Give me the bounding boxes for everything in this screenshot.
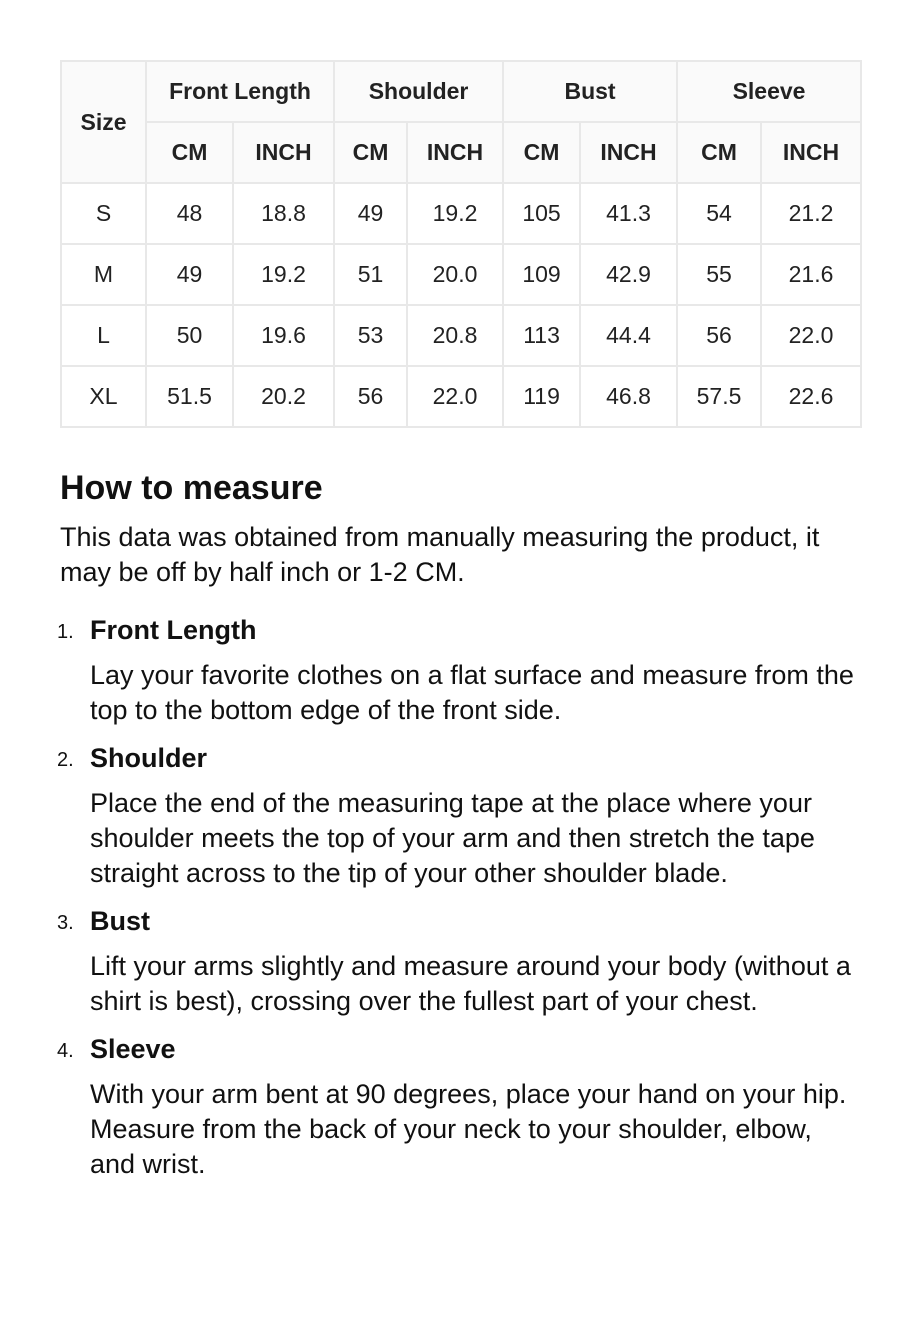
table-cell: 20.0 bbox=[407, 244, 503, 305]
table-cell: 50 bbox=[146, 305, 233, 366]
table-body bbox=[61, 183, 861, 427]
size-guide bbox=[57, 60, 860, 1194]
unit-header: INCH bbox=[407, 122, 503, 183]
table-header bbox=[61, 61, 861, 183]
table-row bbox=[61, 244, 861, 305]
step-number: 2. bbox=[57, 749, 74, 771]
size-cell: S bbox=[61, 183, 146, 244]
table-cell: 48 bbox=[146, 183, 233, 244]
table-cell: 22.6 bbox=[761, 366, 861, 427]
size-table bbox=[60, 60, 862, 428]
measure-steps bbox=[57, 612, 860, 1182]
size-cell: M bbox=[61, 244, 146, 305]
group-header-row bbox=[61, 61, 861, 122]
table-row bbox=[61, 305, 861, 366]
table-cell: 56 bbox=[677, 305, 761, 366]
group-header-sleeve: Sleeve bbox=[677, 61, 861, 122]
size-cell: XL bbox=[61, 366, 146, 427]
table-cell: 19.6 bbox=[233, 305, 334, 366]
table-cell: 119 bbox=[503, 366, 580, 427]
step-number: 4. bbox=[57, 1040, 74, 1062]
step-title: Bust bbox=[90, 906, 150, 936]
unit-header: INCH bbox=[233, 122, 334, 183]
step-number: 1. bbox=[57, 621, 74, 643]
table-cell: 51.5 bbox=[146, 366, 233, 427]
group-header-front-length: Front Length bbox=[146, 61, 334, 122]
table-cell: 46.8 bbox=[580, 366, 677, 427]
unit-header: INCH bbox=[580, 122, 677, 183]
measure-intro: This data was obtained from manually measuring the product, it may be off by half inch or 1-2 CM. bbox=[60, 522, 820, 587]
table-cell: 21.6 bbox=[761, 244, 861, 305]
step-sleeve bbox=[57, 1031, 860, 1182]
table-cell: 55 bbox=[677, 244, 761, 305]
table-cell: 22.0 bbox=[407, 366, 503, 427]
unit-header-row bbox=[61, 122, 861, 183]
step-title: Shoulder bbox=[90, 743, 208, 773]
step-bust bbox=[57, 903, 860, 1019]
step-description: Lay your favorite clothes on a flat surface and measure from the top to the bottom edge of the front side. bbox=[90, 660, 854, 725]
table-cell: 54 bbox=[677, 183, 761, 244]
table-cell: 51 bbox=[334, 244, 407, 305]
table-cell: 42.9 bbox=[580, 244, 677, 305]
table-cell: 18.8 bbox=[233, 183, 334, 244]
size-column-header: Size bbox=[61, 61, 146, 183]
unit-header: CM bbox=[146, 122, 233, 183]
step-title: Front Length bbox=[90, 615, 257, 645]
table-cell: 105 bbox=[503, 183, 580, 244]
size-cell: L bbox=[61, 305, 146, 366]
table-cell: 20.2 bbox=[233, 366, 334, 427]
step-shoulder bbox=[57, 740, 860, 891]
step-description: With your arm bent at 90 degrees, place your hand on your hip. Measure from the back of your neck to your shoulder, elbow, and wrist. bbox=[90, 1079, 847, 1179]
table-cell: 20.8 bbox=[407, 305, 503, 366]
unit-header: CM bbox=[677, 122, 761, 183]
table-cell: 113 bbox=[503, 305, 580, 366]
step-front-length bbox=[57, 612, 860, 728]
table-cell: 49 bbox=[146, 244, 233, 305]
table-cell: 21.2 bbox=[761, 183, 861, 244]
step-description: Place the end of the measuring tape at the place where your shoulder meets the top of your arm and then stretch the tape straight across to the tip of your other shoulder blade. bbox=[90, 788, 815, 888]
table-cell: 56 bbox=[334, 366, 407, 427]
table-row bbox=[61, 366, 861, 427]
group-header-bust: Bust bbox=[503, 61, 677, 122]
table-cell: 41.3 bbox=[580, 183, 677, 244]
table-row bbox=[61, 183, 861, 244]
table-cell: 44.4 bbox=[580, 305, 677, 366]
unit-header: CM bbox=[503, 122, 580, 183]
group-header-shoulder: Shoulder bbox=[334, 61, 503, 122]
table-cell: 57.5 bbox=[677, 366, 761, 427]
step-description: Lift your arms slightly and measure around your body (without a shirt is best), crossing over the fullest part of your chest. bbox=[90, 951, 851, 1016]
how-to-measure-heading: How to measure bbox=[60, 469, 323, 507]
unit-header: CM bbox=[334, 122, 407, 183]
table-cell: 22.0 bbox=[761, 305, 861, 366]
step-number: 3. bbox=[57, 912, 74, 934]
table-cell: 19.2 bbox=[407, 183, 503, 244]
table-cell: 49 bbox=[334, 183, 407, 244]
table-cell: 19.2 bbox=[233, 244, 334, 305]
step-title: Sleeve bbox=[90, 1034, 176, 1064]
unit-header: INCH bbox=[761, 122, 861, 183]
table-cell: 109 bbox=[503, 244, 580, 305]
table-cell: 53 bbox=[334, 305, 407, 366]
